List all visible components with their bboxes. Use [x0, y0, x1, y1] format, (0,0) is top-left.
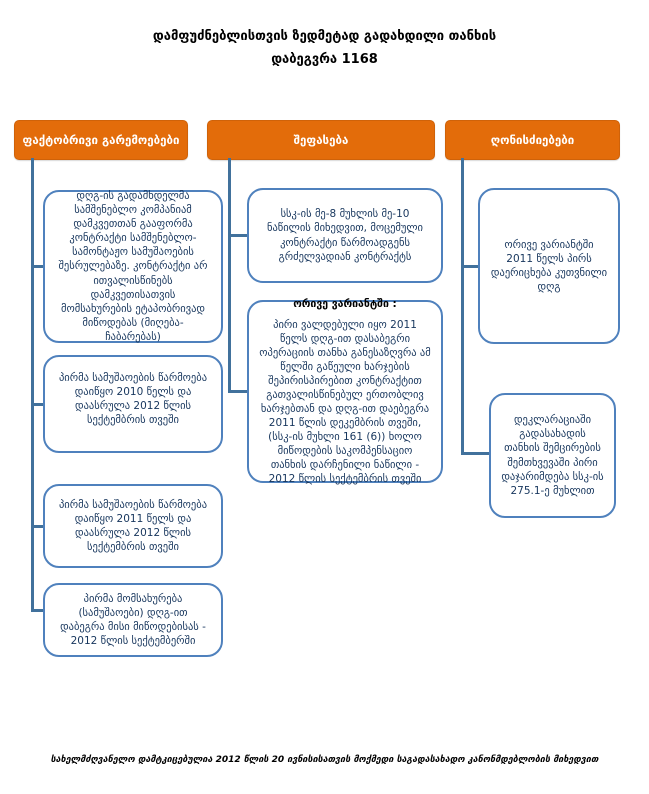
flow-box-penalty-article-275: [489, 393, 616, 518]
connector-line-left-branch-3: [31, 525, 43, 528]
flow-box-text: დღგ-ის გადამხდელმა სამშენებლო კომპანიამ დამკვეთთან გააფორმა კონტრაქტი სამშენებლო-სამონტაჟო სამუშაოების შესრულებაზე. კონტრაქტი არ ითვალისწინებს დამკვეთისათვის მომსახურების ეტაპობრივად მიწოდებას (მიღება-ჩაბარებას): [58, 190, 208, 343]
connector-line-right-branch-1: [461, 265, 478, 268]
connector-line-left-branch-2: [31, 403, 43, 406]
flow-box-works-started-2011: [43, 484, 223, 568]
flow-box-text: სსკ-ის მე-8 მუხლის მე-10 ნაწილის მიხედვით, მოცემული კონტრაქტი წარმოადგენს გრძელვადიან კონტრაქტს: [266, 208, 423, 263]
flow-box-vat-taxed-on-supply: [43, 583, 223, 657]
flow-box-long-term-contract: [247, 188, 443, 283]
flow-box-text: ორივე ვარიანტში 2011 წელს პირს დაერიცხება კუთვნილი დღგ: [490, 238, 608, 294]
page-title-line2: დაბეგვრა 1168: [271, 51, 378, 67]
flow-box-text: პირმა სამუშაოების წარმოება დაიწყო 2011 წელს და დაასრულა 2012 წლის სექტემბრის თვეში: [58, 498, 208, 554]
flow-box-both-variants-assessment: [247, 297, 443, 486]
connector-line-middle-vertical: [228, 158, 231, 393]
flow-box-vat-accrued-2011: [478, 188, 620, 344]
page-title: [0, 26, 649, 72]
footer-note: სახელმძღვანელო დამტკიცებულია 2012 წლის 20 ივნისისათვის მოქმედი საგადასახადო კანონმდებლობის მიხედვით: [50, 755, 599, 765]
connector-line-middle-branch-2: [228, 390, 247, 393]
flow-box-heading: ორივე ვარიანტში :: [293, 297, 397, 310]
flow-box-text: პირმა მომსახურება (სამუშაოები) დღგ-ით დაბეგრა მისი მიწოდებისას - 2012 წლის სექტემბერში: [60, 592, 206, 648]
flow-box-text: პირმა სამუშაოების წარმოება დაიწყო 2010 წელს და დაასრულა 2012 წლის სექტემბრის თვეში: [58, 372, 208, 427]
connector-line-right-branch-2: [461, 452, 489, 455]
flow-box-works-started-2010: [43, 355, 223, 453]
flow-box-contract-description: [43, 190, 223, 343]
column-header-measures: ღონისძიებები: [445, 120, 620, 160]
column-header-assessment: შეფასება: [207, 120, 435, 160]
connector-line-left-branch-1: [31, 265, 43, 268]
page-title-line1: დამფუძნებლისთვის ზედმეტად გადახდილი თანხის: [152, 29, 497, 44]
connector-line-right-vertical: [461, 158, 464, 455]
connector-line-left-vertical: [31, 158, 34, 612]
connector-line-left-branch-4: [31, 609, 43, 612]
flow-box-text: დეკლარაციაში გადასახადის თანხის შემცირების შემთხვევაში პირი დაჯარიმდება სსკ-ის 275.1-ე მუხლით: [501, 414, 604, 497]
connector-line-middle-branch-1: [228, 234, 247, 237]
column-header-factual-circumstances: ფაქტობრივი გარემოებები: [14, 120, 188, 160]
flow-box-text: პირი ვალდებული იყო 2011 წელს დღგ-ით დასაბეგრი ოპერაციის თანხა განესაზღვრა ამ წელში გაწეული ხარჯების შეპირისპირებით კონტრაქტით გათვალისწინებულ ერთობლივ ხარჯებთან და დღგ-ით დაებეგრა 2011 წლის დეკემბრის თვეში, (სსკ-ის მუხლი 161 (6)) ხოლო მიწოდების საკომპენსაციო თანხის დარჩენილი ნაწილი - 2012 წლის სექტემბრის თვეში: [259, 318, 431, 486]
